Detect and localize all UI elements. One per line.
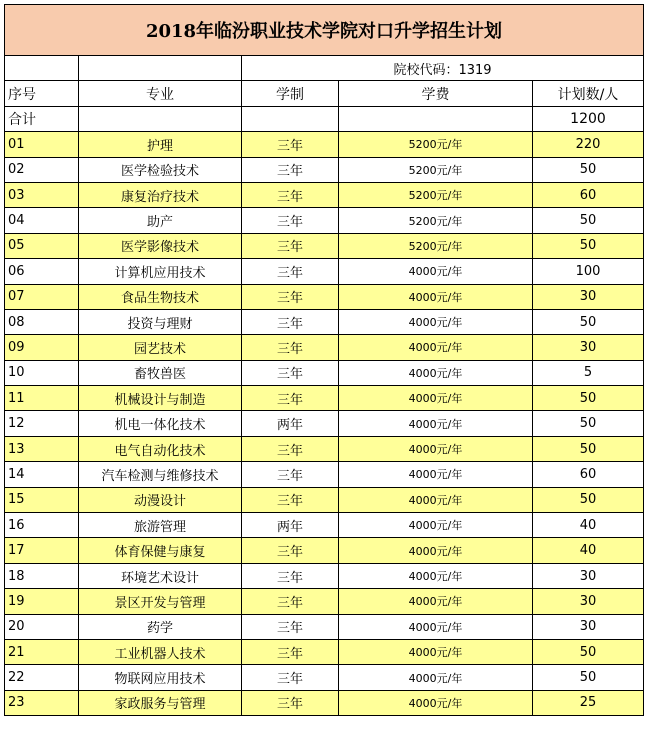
row-fee: 5200元/年 (339, 208, 533, 233)
row-years: 三年 (242, 208, 339, 233)
row-years: 三年 (242, 259, 339, 284)
row-major: 投资与理财 (79, 309, 242, 334)
row-fee: 4000元/年 (339, 335, 533, 360)
row-no: 10 (5, 360, 79, 385)
row-count: 50 (533, 386, 644, 411)
header-major: 专业 (79, 81, 242, 106)
row-major: 畜牧兽医 (79, 360, 242, 385)
table-row (5, 487, 644, 512)
row-count: 50 (533, 665, 644, 690)
row-major: 家政服务与管理 (79, 690, 242, 715)
row-no: 04 (5, 208, 79, 233)
row-fee: 4000元/年 (339, 690, 533, 715)
row-major: 电气自动化技术 (79, 436, 242, 461)
table-row (5, 563, 644, 588)
row-fee: 4000元/年 (339, 259, 533, 284)
row-years: 三年 (242, 157, 339, 182)
row-no: 07 (5, 284, 79, 309)
row-no: 14 (5, 462, 79, 487)
row-major: 物联网应用技术 (79, 665, 242, 690)
row-no: 02 (5, 157, 79, 182)
row-count: 50 (533, 309, 644, 334)
row-years: 三年 (242, 386, 339, 411)
school-code-row (5, 56, 644, 81)
row-count: 50 (533, 411, 644, 436)
total-label: 合计 (5, 106, 79, 131)
header-years: 学制 (242, 81, 339, 106)
row-count: 25 (533, 690, 644, 715)
table-row (5, 690, 644, 715)
row-no: 05 (5, 233, 79, 258)
table-row (5, 639, 644, 664)
blank-cell (5, 56, 79, 81)
row-count: 50 (533, 233, 644, 258)
row-no: 15 (5, 487, 79, 512)
table-row (5, 157, 644, 182)
row-years: 三年 (242, 538, 339, 563)
row-fee: 4000元/年 (339, 513, 533, 538)
row-major: 旅游管理 (79, 513, 242, 538)
row-major: 药学 (79, 614, 242, 639)
row-fee: 4000元/年 (339, 284, 533, 309)
row-years: 三年 (242, 436, 339, 461)
row-years: 两年 (242, 513, 339, 538)
row-major: 体育保健与康复 (79, 538, 242, 563)
row-no: 01 (5, 132, 79, 157)
header-row (5, 81, 644, 106)
row-years: 三年 (242, 284, 339, 309)
row-no: 08 (5, 309, 79, 334)
row-no: 09 (5, 335, 79, 360)
row-count: 50 (533, 436, 644, 461)
row-fee: 4000元/年 (339, 309, 533, 334)
row-count: 50 (533, 208, 644, 233)
table-row (5, 208, 644, 233)
table-row (5, 284, 644, 309)
row-years: 三年 (242, 487, 339, 512)
row-count: 100 (533, 259, 644, 284)
blank-cell (79, 106, 242, 131)
row-years: 两年 (242, 411, 339, 436)
row-count: 30 (533, 563, 644, 588)
row-major: 机械设计与制造 (79, 386, 242, 411)
table-row (5, 386, 644, 411)
row-years: 三年 (242, 589, 339, 614)
row-no: 06 (5, 259, 79, 284)
table-row (5, 614, 644, 639)
blank-cell (242, 106, 339, 131)
row-fee: 4000元/年 (339, 411, 533, 436)
row-count: 50 (533, 157, 644, 182)
row-no: 03 (5, 182, 79, 207)
row-fee: 5200元/年 (339, 233, 533, 258)
row-major: 康复治疗技术 (79, 182, 242, 207)
row-no: 16 (5, 513, 79, 538)
table-row (5, 259, 644, 284)
row-count: 40 (533, 513, 644, 538)
table-row (5, 309, 644, 334)
row-major: 动漫设计 (79, 487, 242, 512)
row-years: 三年 (242, 360, 339, 385)
table-row (5, 462, 644, 487)
table-row (5, 436, 644, 461)
row-no: 18 (5, 563, 79, 588)
table-row (5, 335, 644, 360)
row-no: 13 (5, 436, 79, 461)
row-fee: 4000元/年 (339, 538, 533, 563)
row-count: 30 (533, 284, 644, 309)
row-major: 汽车检测与维修技术 (79, 462, 242, 487)
total-row (5, 106, 644, 131)
title-row (5, 5, 644, 56)
row-count: 5 (533, 360, 644, 385)
row-major: 工业机器人技术 (79, 639, 242, 664)
row-major: 机电一体化技术 (79, 411, 242, 436)
row-count: 30 (533, 335, 644, 360)
header-count: 计划数/人 (533, 81, 644, 106)
row-fee: 4000元/年 (339, 360, 533, 385)
table-row (5, 589, 644, 614)
table-row (5, 132, 644, 157)
row-no: 19 (5, 589, 79, 614)
blank-cell (339, 106, 533, 131)
table-row (5, 360, 644, 385)
blank-cell (79, 56, 242, 81)
row-fee: 4000元/年 (339, 639, 533, 664)
row-fee: 5200元/年 (339, 157, 533, 182)
row-major: 食品生物技术 (79, 284, 242, 309)
row-count: 60 (533, 182, 644, 207)
row-years: 三年 (242, 462, 339, 487)
row-fee: 4000元/年 (339, 665, 533, 690)
row-years: 三年 (242, 563, 339, 588)
row-fee: 5200元/年 (339, 132, 533, 157)
header-fee: 学费 (339, 81, 533, 106)
row-major: 助产 (79, 208, 242, 233)
row-count: 220 (533, 132, 644, 157)
row-fee: 4000元/年 (339, 589, 533, 614)
table-row (5, 665, 644, 690)
row-major: 医学影像技术 (79, 233, 242, 258)
row-major: 环境艺术设计 (79, 563, 242, 588)
row-years: 三年 (242, 639, 339, 664)
table-row (5, 538, 644, 563)
row-years: 三年 (242, 335, 339, 360)
table-row (5, 513, 644, 538)
row-fee: 4000元/年 (339, 386, 533, 411)
table-row (5, 233, 644, 258)
row-fee: 4000元/年 (339, 614, 533, 639)
row-count: 30 (533, 589, 644, 614)
row-fee: 4000元/年 (339, 462, 533, 487)
row-count: 60 (533, 462, 644, 487)
row-years: 三年 (242, 665, 339, 690)
row-major: 计算机应用技术 (79, 259, 242, 284)
row-years: 三年 (242, 182, 339, 207)
row-years: 三年 (242, 233, 339, 258)
row-no: 20 (5, 614, 79, 639)
row-no: 12 (5, 411, 79, 436)
row-fee: 4000元/年 (339, 563, 533, 588)
row-no: 21 (5, 639, 79, 664)
enrollment-plan-table (4, 4, 644, 716)
row-fee: 4000元/年 (339, 436, 533, 461)
row-fee: 4000元/年 (339, 487, 533, 512)
row-count: 30 (533, 614, 644, 639)
row-count: 50 (533, 487, 644, 512)
row-years: 三年 (242, 132, 339, 157)
table-row (5, 182, 644, 207)
row-major: 园艺技术 (79, 335, 242, 360)
row-count: 40 (533, 538, 644, 563)
total-count: 1200 (533, 106, 644, 131)
row-years: 三年 (242, 690, 339, 715)
row-fee: 5200元/年 (339, 182, 533, 207)
table-row (5, 411, 644, 436)
row-years: 三年 (242, 614, 339, 639)
row-major: 景区开发与管理 (79, 589, 242, 614)
header-no: 序号 (5, 81, 79, 106)
page-title: 2018年临汾职业技术学院对口升学招生计划 (5, 5, 644, 56)
row-no: 23 (5, 690, 79, 715)
school-code: 院校代码：1319 (242, 56, 644, 81)
row-no: 22 (5, 665, 79, 690)
row-major: 医学检验技术 (79, 157, 242, 182)
row-count: 50 (533, 639, 644, 664)
row-no: 17 (5, 538, 79, 563)
row-years: 三年 (242, 309, 339, 334)
row-no: 11 (5, 386, 79, 411)
row-major: 护理 (79, 132, 242, 157)
